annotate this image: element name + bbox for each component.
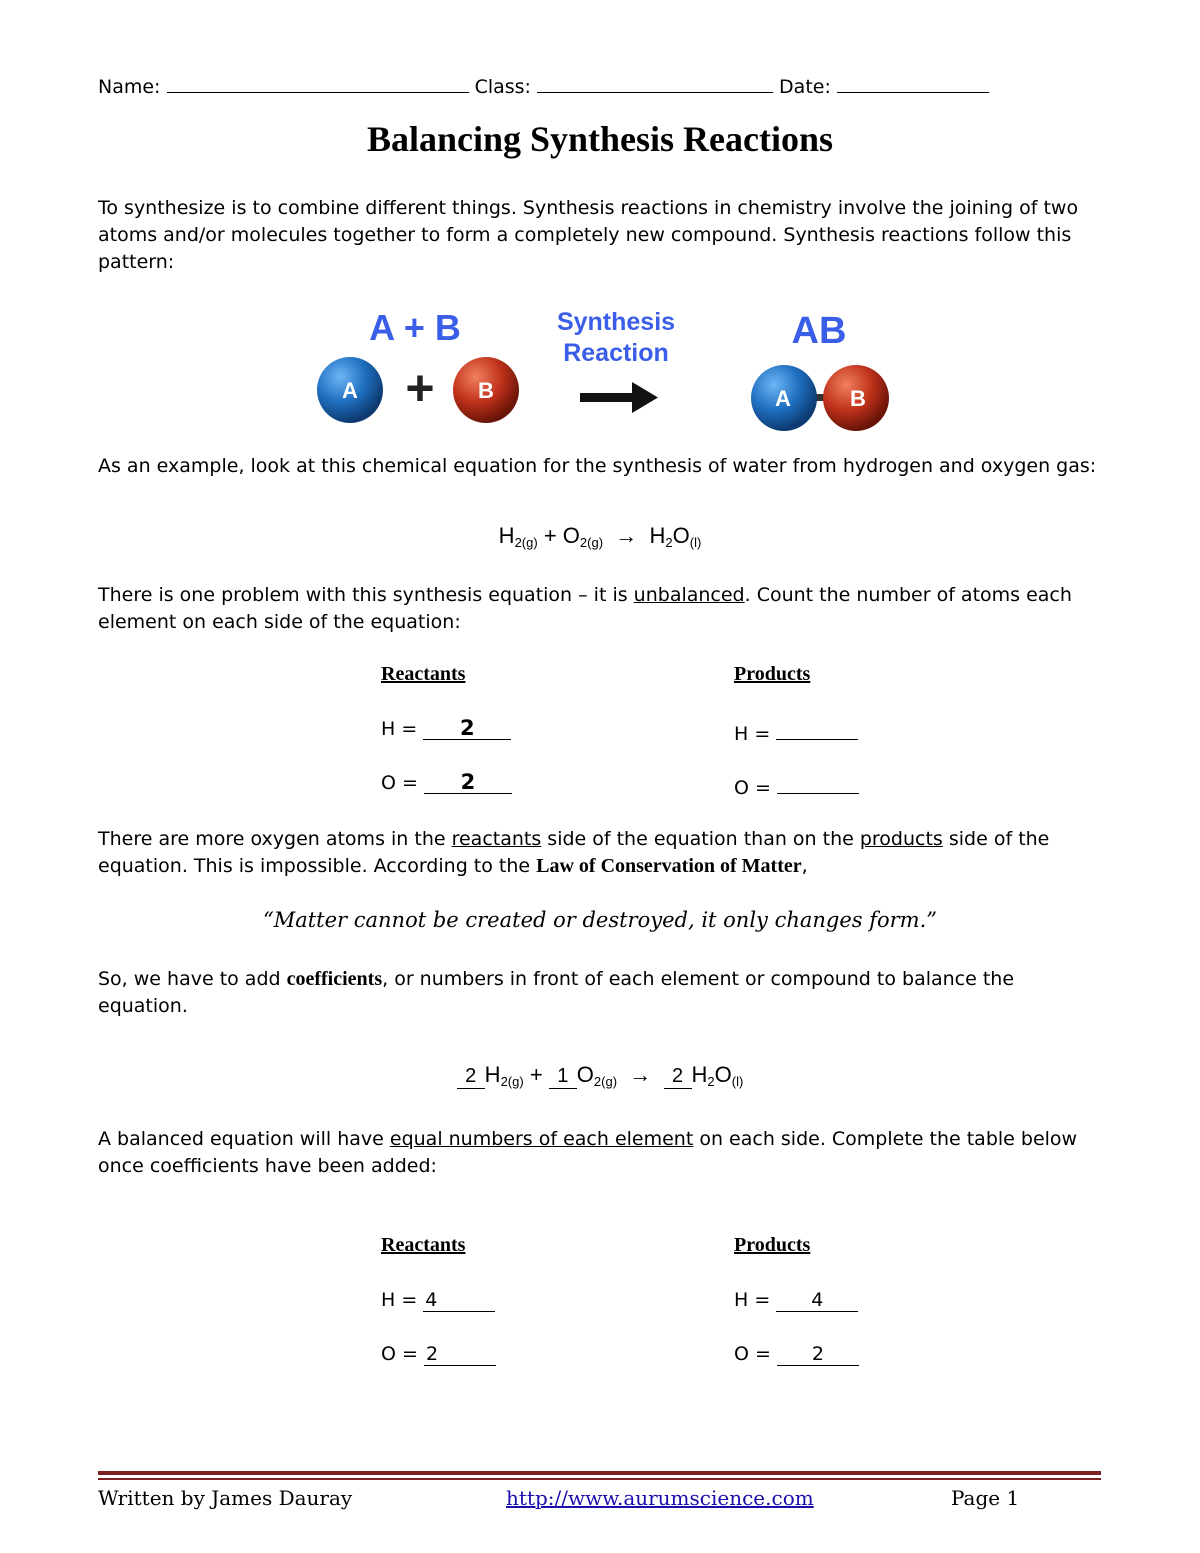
table1-p-o-blank[interactable] <box>777 771 859 794</box>
balanced-paragraph <box>98 1126 1098 1180</box>
class-label: Class: <box>474 76 531 98</box>
cons-underline-2: products <box>859 828 943 850</box>
product-atom-b-label: B <box>850 386 866 411</box>
example-paragraph: As an example, look at this chemical equation for the synthesis of water from hydrogen and oxygen gas: <box>98 455 1097 477</box>
equation-balanced <box>0 1062 1200 1089</box>
eq2-product-o-sub: (l) <box>731 1074 744 1089</box>
bal-underline: equal numbers of each element <box>389 1128 694 1150</box>
cons-underline-1: reactants <box>451 828 542 850</box>
eq1-product-o-sub: (l) <box>689 535 702 550</box>
table1-p-h-label: H = <box>734 723 771 745</box>
table1-r-h-value[interactable]: 2 <box>423 717 511 740</box>
table2-r-o-value[interactable]: 2 <box>424 1343 496 1366</box>
cons-text-1: There are more oxygen atoms in the <box>98 828 452 850</box>
coefficients-paragraph <box>98 966 1098 1020</box>
table2-reactant-o <box>381 1343 496 1366</box>
table2-product-h <box>734 1289 858 1312</box>
eq1-product-o: O <box>672 523 690 548</box>
equation-unbalanced <box>0 523 1200 550</box>
class-blank[interactable] <box>537 74 773 93</box>
table2-p-o-label: O = <box>734 1343 771 1365</box>
coef-text-2: , or numbers in front of each element or compound to balance the equation. <box>98 968 1015 1017</box>
table1-product-o <box>734 771 859 799</box>
bal-text-2: on each side. Complete the table below once coefficients have been added: <box>98 1128 1078 1177</box>
plus-sign: + <box>405 360 435 416</box>
eq2-coef-2[interactable]: 1 <box>549 1065 577 1089</box>
eq1-o-sub: 2(g) <box>579 535 604 550</box>
arrow-label-line2: Reaction <box>563 339 669 367</box>
date-blank[interactable] <box>837 74 989 93</box>
coef-bold: coefficients <box>286 968 383 990</box>
cons-text-2: side of the equation than on the <box>541 828 860 850</box>
eq2-product-o: O <box>714 1062 732 1087</box>
eq2-product-h: H <box>691 1062 708 1087</box>
eq1-arrow-icon: → <box>615 523 638 548</box>
footer-link[interactable]: http://www.aurumscience.com <box>506 1486 814 1510</box>
name-blank[interactable] <box>167 74 469 93</box>
eq2-h: H <box>484 1062 501 1087</box>
eq1-h: H <box>498 523 515 548</box>
eq2-coef-3[interactable]: 2 <box>664 1065 692 1089</box>
table1-product-h <box>734 717 858 745</box>
footer-link-wrap <box>506 1486 814 1510</box>
cons-text-4: , <box>801 855 808 877</box>
product-atom-a-label: A <box>775 386 791 411</box>
table2-p-h-label: H = <box>734 1289 771 1311</box>
eq2-plus: + <box>529 1062 543 1087</box>
eq2-coef-1[interactable]: 2 <box>457 1065 485 1089</box>
cons-bold: Law of Conservation of Matter <box>536 855 802 877</box>
eq2-o-sub: 2(g) <box>593 1074 618 1089</box>
eq2-arrow-icon: → <box>629 1062 652 1087</box>
problem-underlined: unbalanced <box>633 584 745 606</box>
eq1-product-h: H <box>649 523 666 548</box>
eq1-plus: + <box>543 523 557 548</box>
date-label: Date: <box>779 76 831 98</box>
header-fields <box>98 74 989 98</box>
conservation-paragraph <box>98 826 1098 880</box>
table2-r-o-label: O = <box>381 1343 418 1365</box>
footer-author: Written by James Dauray <box>98 1486 353 1510</box>
table1-r-h-label: H = <box>381 718 418 740</box>
problem-paragraph <box>98 582 1098 636</box>
table1-r-o-label: O = <box>381 772 418 794</box>
table2-p-o-value[interactable]: 2 <box>777 1343 859 1366</box>
eq2-o: O <box>576 1062 594 1087</box>
bal-text-1: A balanced equation will have <box>98 1128 390 1150</box>
coef-text-1: So, we have to add <box>98 968 287 990</box>
table2-products-header: Products <box>734 1234 811 1256</box>
table1-reactant-o <box>381 771 512 794</box>
arrow-label-line1: Synthesis <box>556 308 676 336</box>
table1-p-o-label: O = <box>734 777 771 799</box>
table1-reactant-h <box>381 717 511 740</box>
atom-a-label: A <box>342 378 358 403</box>
eq1-h-sub: 2(g) <box>514 535 538 550</box>
problem-text-2: . Count the number of atoms each element on each side of the equation: <box>98 584 1072 633</box>
cons-text-3: side of the equation. This is impossible. According to the <box>98 828 1050 877</box>
table2-product-o <box>734 1343 859 1366</box>
table1-r-o-value[interactable]: 2 <box>424 771 512 794</box>
eq2-product-h-sub: 2 <box>707 1074 715 1089</box>
reactants-label: A + B <box>369 307 461 348</box>
page-title: Balancing Synthesis Reactions <box>366 119 834 159</box>
problem-text-1: There is one problem with this synthesis equation – it is <box>98 584 634 606</box>
atom-b-label: B <box>478 378 494 403</box>
name-label: Name: <box>98 76 161 98</box>
synthesis-diagram <box>300 300 920 450</box>
table2-reactant-h <box>381 1289 495 1312</box>
table2-r-h-label: H = <box>381 1289 418 1311</box>
table2-reactants-header: Reactants <box>381 1234 466 1256</box>
eq1-product-h-sub: 2 <box>665 535 673 550</box>
conservation-quote: “Matter cannot be created or destroyed, it only changes form.” <box>262 908 938 932</box>
eq1-o: O <box>562 523 580 548</box>
footer-page: Page 1 <box>951 1486 1020 1510</box>
arrow-icon <box>580 382 658 413</box>
product-label: AB <box>791 310 847 352</box>
footer-rule-thin <box>98 1478 1101 1480</box>
table1-p-h-blank[interactable] <box>776 717 858 740</box>
table2-r-h-value[interactable]: 4 <box>423 1289 495 1312</box>
table1-products-header: Products <box>734 663 811 685</box>
footer-rule-thick <box>98 1471 1101 1475</box>
table1-reactants-header: Reactants <box>381 663 466 685</box>
table2-p-h-value[interactable]: 4 <box>776 1289 858 1312</box>
intro-paragraph: To synthesize is to combine different things. Synthesis reactions in chemistry involve the joining of two atoms and/or molecules together to form a completely new compound. Synthesis reactions follow this pattern: <box>98 197 1079 273</box>
eq2-h-sub: 2(g) <box>500 1074 524 1089</box>
